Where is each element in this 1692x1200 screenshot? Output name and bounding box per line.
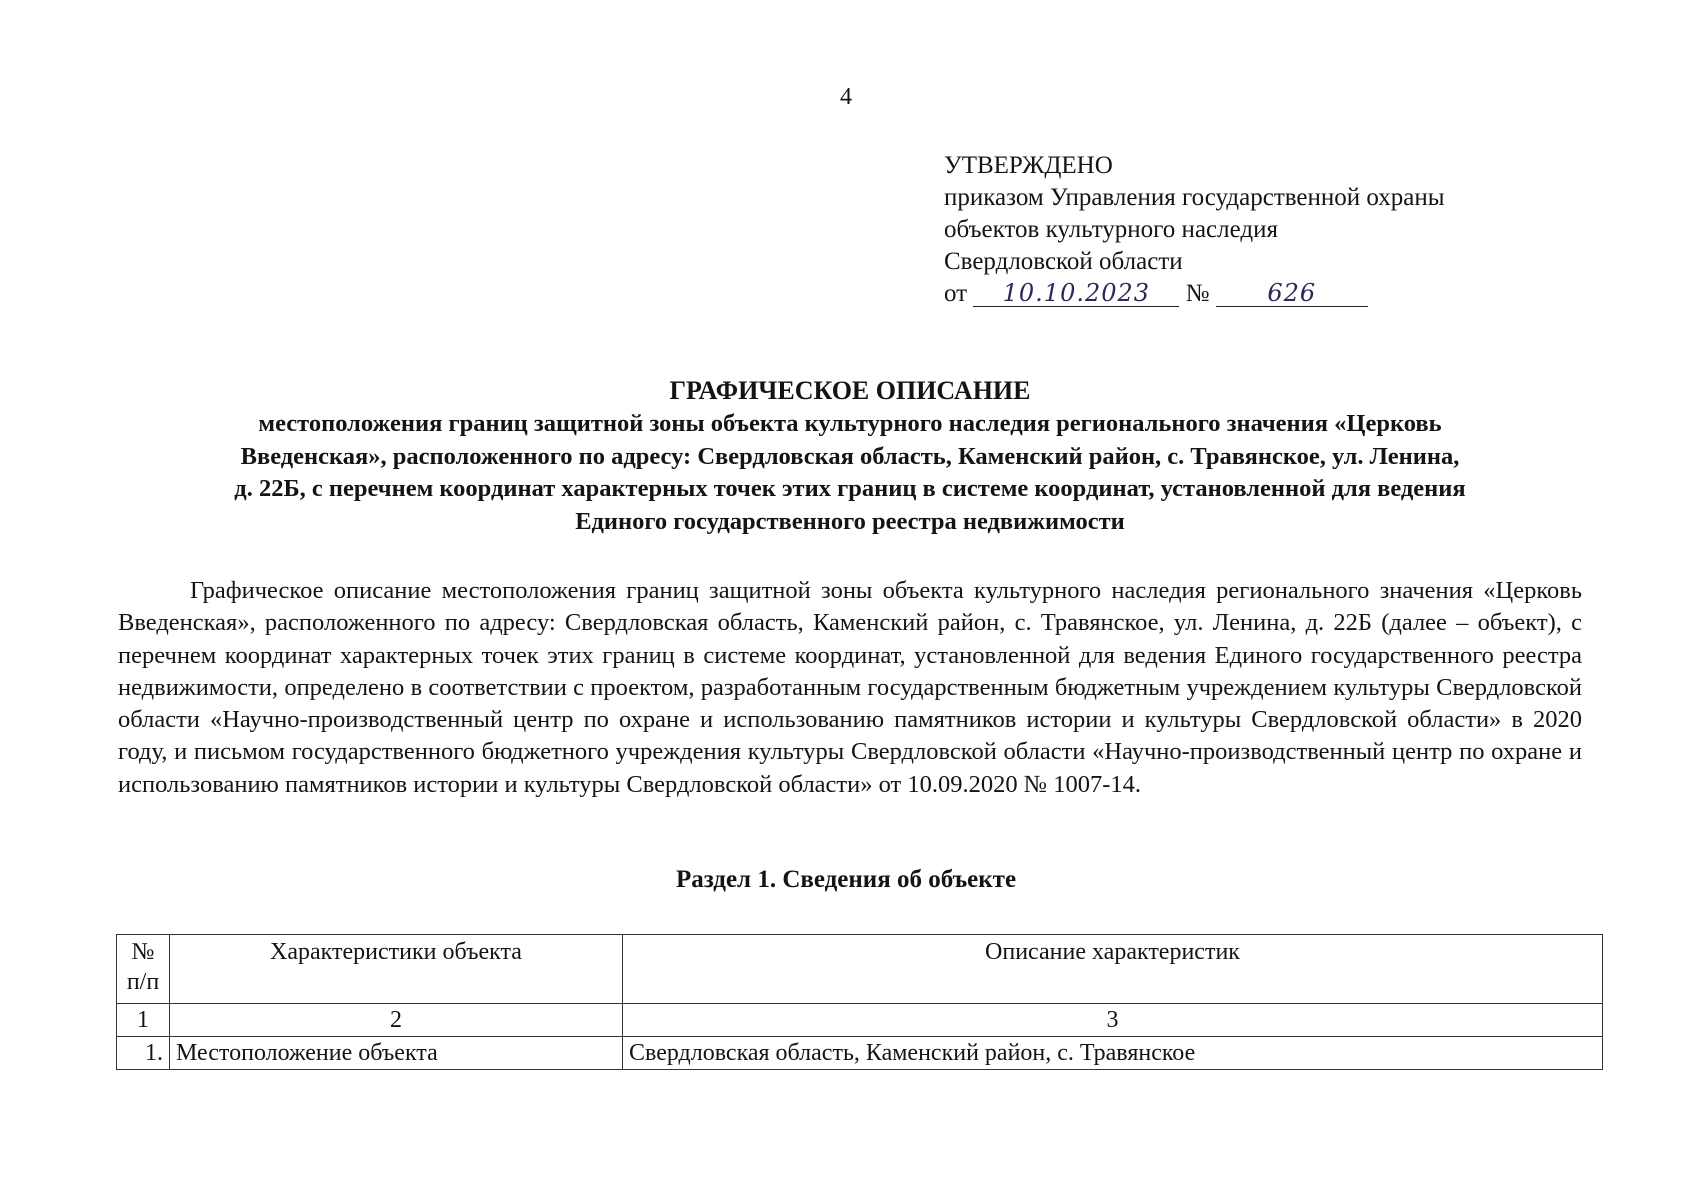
header-cell-characteristic: Характеристики объекта	[170, 935, 623, 1004]
title-main: ГРАФИЧЕСКОЕ ОПИСАНИЕ	[669, 376, 1031, 405]
title-subtitle-line-4: Единого государственного реестра недвижимости	[575, 507, 1125, 535]
title-subtitle-line-3: д. 22Б, с перечнем координат характерных точек этих границ в системе координат, установленной для ведения	[234, 475, 1466, 502]
header-number-sign: №	[131, 939, 155, 965]
title-subtitle-line-1: местоположения границ защитной зоны объекта культурного наследия регионального значения «Церковь	[258, 410, 1442, 437]
header-cell-description: Описание характеристик	[623, 935, 1603, 1004]
from-label: от	[944, 280, 968, 307]
row-characteristic-cell: Местоположение объекта	[170, 1037, 623, 1070]
handwritten-number: 626	[1216, 280, 1368, 307]
document-title	[120, 374, 1580, 538]
handwritten-date: 10.10.2023	[973, 280, 1179, 307]
approval-order-line: приказом Управления государственной охраны	[944, 184, 1445, 211]
title-subtitle-line-2: Введенская», расположенного по адресу: Свердловская область, Каменский район, с. Травянское, ул. Ленина,	[240, 442, 1460, 470]
approval-stamp	[944, 150, 1445, 310]
numbering-cell: 3	[623, 1004, 1603, 1037]
table-numbering-row	[117, 1004, 1603, 1037]
approval-authority-line: объектов культурного наследия	[944, 216, 1278, 243]
number-label: №	[1185, 280, 1210, 307]
row-description-cell: Свердловская область, Каменский район, с. Травянское	[623, 1037, 1603, 1070]
table-header-row	[117, 935, 1603, 1004]
section-title: Раздел 1. Сведения об объекте	[675, 866, 1017, 893]
approval-date-number-line	[944, 278, 1445, 310]
header-cell-number	[117, 935, 170, 1004]
approval-region-line: Свердловской области	[944, 248, 1183, 275]
table-row	[117, 1037, 1603, 1070]
page-number: 4	[840, 84, 852, 110]
row-number-cell: 1.	[117, 1037, 170, 1070]
numbering-cell: 1	[117, 1004, 170, 1037]
numbering-cell: 2	[170, 1004, 623, 1037]
object-info-table	[116, 934, 1603, 1070]
body-paragraph: Графическое описание местоположения границ защитной зоны объекта культурного наследия регионального значения «Церковь Введенская», расположенного по адресу: Свердловская область, Каменский район, с. Травянское, ул. Ленина, д. 22Б (далее – объект), с перечнем координат характерных точек этих границ в системе координат, установленной для ведения Единого государственного реестра недвижимости, определено в соответствии с проектом, разработанным государственным бюджетным учреждением культуры Свердловской области «Научно-производственный центр по охране и использованию памятников истории и культуры Свердловской области» в 2020 году, и письмом государственного бюджетного учреждения культуры Свердловской области «Научно-производственный центр по охране и использованию памятников истории и культуры Свердловской области» от 10.09.2020 № 1007-14.	[118, 577, 1582, 798]
header-number-pp: п/п	[126, 969, 160, 995]
approval-heading: УТВЕРЖДЕНО	[944, 152, 1113, 179]
